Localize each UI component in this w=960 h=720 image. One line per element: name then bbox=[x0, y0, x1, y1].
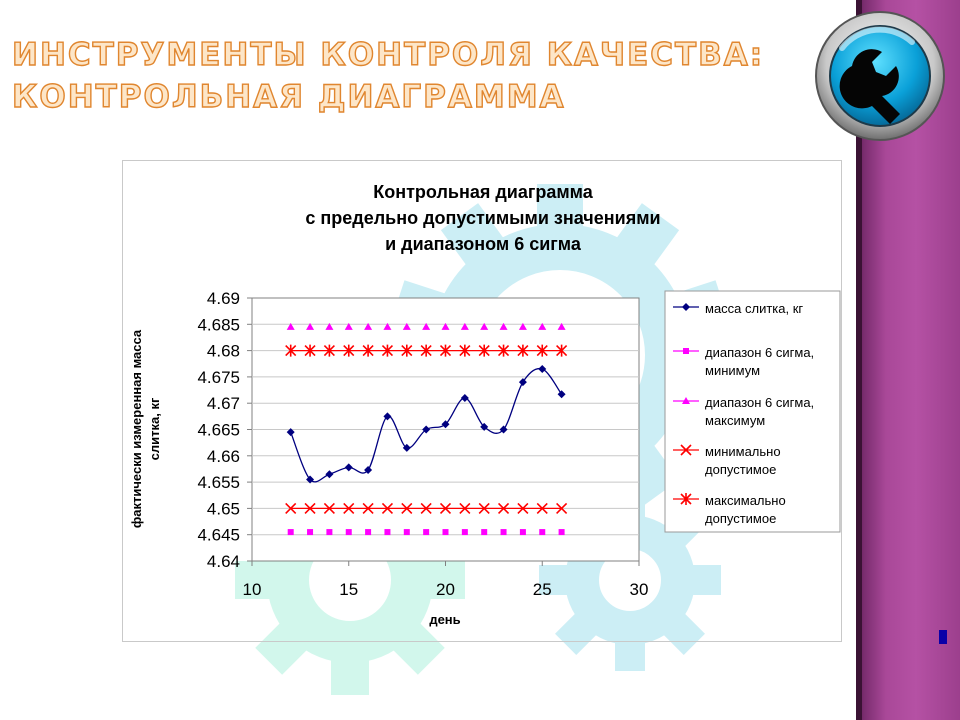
legend-label-line: минимально bbox=[705, 444, 781, 459]
x-tick-label: 25 bbox=[532, 580, 552, 599]
legend-label-line: допустимое bbox=[705, 462, 777, 477]
chart-container bbox=[122, 160, 842, 642]
title-line-1: ИНСТРУМЕНТЫ КОНТРОЛЯ КАЧЕСТВА: bbox=[12, 37, 765, 73]
y-tick-label: 4.69 bbox=[206, 289, 240, 308]
x-tick-label: 30 bbox=[629, 580, 649, 599]
page-title bbox=[12, 34, 764, 118]
slide-nav-marker[interactable] bbox=[939, 630, 947, 644]
chart-title-line: с предельно допустимыми значениями bbox=[305, 208, 661, 228]
gear-tooth-icon bbox=[331, 657, 369, 695]
x-axis-label: день bbox=[429, 612, 461, 627]
data-point bbox=[346, 529, 352, 535]
y-tick-label: 4.67 bbox=[206, 394, 240, 414]
y-tick-label: 4.68 bbox=[206, 341, 240, 361]
y-axis-label-line: слитка, кг bbox=[147, 397, 162, 461]
data-point bbox=[481, 529, 487, 535]
y-axis-label-line: фактически измеренная масса bbox=[129, 329, 144, 529]
data-point bbox=[520, 529, 526, 535]
legend-label-line: максимально bbox=[705, 493, 786, 508]
data-point bbox=[462, 529, 468, 535]
y-tick-label: 4.65 bbox=[206, 499, 240, 519]
wrench-icon bbox=[812, 8, 948, 144]
chart-title-line: и диапазоном 6 сигма bbox=[385, 234, 581, 254]
y-tick-label: 4.64 bbox=[206, 552, 240, 571]
title-line-2: КОНТРОЛЬНАЯ ДИАГРАММА bbox=[12, 79, 566, 115]
x-tick-label: 20 bbox=[436, 580, 455, 599]
data-point bbox=[539, 529, 545, 535]
data-point bbox=[288, 529, 294, 535]
gear-tooth-icon bbox=[615, 639, 645, 671]
control-chart bbox=[123, 161, 843, 643]
x-tick-label: 15 bbox=[339, 580, 359, 599]
legend-label-line: минимум bbox=[705, 363, 761, 378]
legend-marker bbox=[683, 348, 689, 354]
data-point bbox=[404, 529, 410, 535]
legend-label-line: диапазон 6 сигма, bbox=[705, 395, 815, 410]
legend-label-line: масса слитка, кг bbox=[705, 301, 804, 316]
chart-title-line: Контрольная диаграмма bbox=[373, 182, 593, 202]
y-axis-label bbox=[129, 329, 162, 528]
data-point bbox=[423, 529, 429, 535]
y-tick-label: 4.655 bbox=[197, 473, 240, 493]
y-tick-label: 4.675 bbox=[197, 367, 240, 387]
x-tick-label: 10 bbox=[242, 580, 262, 599]
y-tick-label: 4.665 bbox=[197, 420, 240, 440]
data-point bbox=[384, 529, 390, 535]
data-point bbox=[307, 529, 313, 535]
data-point bbox=[326, 529, 332, 535]
legend-label bbox=[705, 301, 803, 316]
y-tick-label: 4.66 bbox=[206, 446, 240, 466]
data-point bbox=[559, 529, 565, 535]
series-2 bbox=[288, 529, 565, 535]
data-point bbox=[365, 529, 371, 535]
y-tick-label: 4.645 bbox=[197, 525, 240, 545]
legend-label-line: допустимое bbox=[705, 511, 777, 526]
data-point bbox=[501, 529, 507, 535]
legend-label-line: максимум bbox=[705, 413, 766, 428]
data-point bbox=[443, 529, 449, 535]
legend-label-line: диапазон 6 сигма, bbox=[705, 345, 815, 360]
y-tick-label: 4.685 bbox=[197, 315, 240, 335]
